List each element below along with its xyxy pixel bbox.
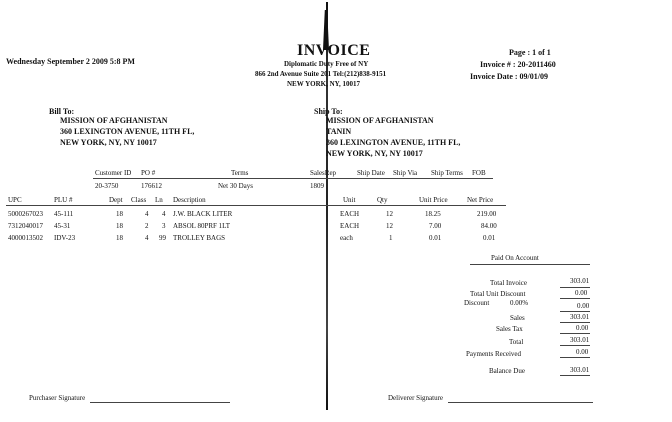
ship-to-line1: MISSION OF AFGHANISTAN xyxy=(326,116,434,125)
salesrep-value: 1809 xyxy=(310,182,324,190)
col-dept: Dept xyxy=(109,196,123,204)
po-value: 176612 xyxy=(141,182,162,190)
cell-qty: 12 xyxy=(386,222,393,230)
cell-upc: 7312040017 xyxy=(8,222,43,230)
customer-id-label: Customer ID xyxy=(95,169,132,177)
company-address: 866 2nd Avenue Suite 201 Tel:(212)838-9151 xyxy=(255,70,387,78)
cell-description: J.W. BLACK LITER xyxy=(173,210,233,218)
cell-dept: 18 xyxy=(116,222,123,230)
cell-upc: 4000013502 xyxy=(8,234,43,242)
col-class: Class xyxy=(131,196,147,204)
company-city: NEW YORK, NY, 10017 xyxy=(287,80,361,88)
cell-dept: 18 xyxy=(116,234,123,242)
col-description: Description xyxy=(173,196,206,204)
cell-description: TROLLEY BAGS xyxy=(173,234,226,242)
ship-date-label: Ship Date xyxy=(357,169,385,177)
cell-qty: 1 xyxy=(389,234,393,242)
cell-unit: EACH xyxy=(340,222,360,230)
total-label: Total xyxy=(509,338,524,346)
bill-to-line2: 360 LEXINGTON AVENUE, 11TH FL, xyxy=(60,127,195,136)
cell-qty: 12 xyxy=(386,210,393,218)
purchaser-signature-label: Purchaser Signature xyxy=(29,394,86,402)
total-unit-discount-label: Total Unit Discount xyxy=(470,290,526,298)
ship-to-label: Ship To: xyxy=(314,107,343,116)
col-qty: Qty xyxy=(377,196,388,204)
table-header-divider xyxy=(6,205,506,206)
sales-value: 303.01 xyxy=(570,313,590,321)
cell-description: ABSOL 80PRF 1LT xyxy=(173,222,231,230)
invoice-title: INVOICE xyxy=(297,42,371,59)
print-datetime: Wednesday September 2 2009 5:8 PM xyxy=(6,57,135,66)
ship-to-line4: NEW YORK, NY, NY 10017 xyxy=(326,149,423,158)
balance-due-value: 303.01 xyxy=(570,366,590,374)
cell-ln: 4 xyxy=(162,210,166,218)
discount-value: 0.00 xyxy=(577,302,590,310)
total-unit-discount-value: 0.00 xyxy=(575,289,588,297)
cell-unit: EACH xyxy=(340,210,360,218)
deliverer-signature-label: Deliverer Signature xyxy=(388,394,444,402)
bill-to-line3: NEW YORK, NY, NY 10017 xyxy=(60,138,157,147)
ship-to-line3: 360 LEXINGTON AVENUE, 11TH FL, xyxy=(326,138,461,147)
cell-net-price: 0.01 xyxy=(483,234,496,242)
cell-dept: 18 xyxy=(116,210,123,218)
paid-divider xyxy=(470,264,590,265)
sales-tax-label: Sales Tax xyxy=(496,325,523,333)
cell-unit-price: 7.00 xyxy=(429,222,442,230)
deliverer-signature-line xyxy=(448,402,593,403)
total-invoice-value: 303.01 xyxy=(570,277,590,285)
cell-plu: 45-31 xyxy=(54,222,71,230)
company-name: Diplomatic Duty Free of NY xyxy=(284,60,369,68)
cell-unit-price: 0.01 xyxy=(429,234,442,242)
bill-to-line1: MISSION OF AFGHANISTAN xyxy=(60,116,168,125)
cell-ln: 99 xyxy=(159,234,166,242)
payments-received-label: Payments Received xyxy=(466,350,522,358)
discount-label: Discount xyxy=(464,299,490,307)
bill-to-label: Bill To: xyxy=(49,107,75,116)
cell-plu: 45-111 xyxy=(54,210,74,218)
col-plu: PLU # xyxy=(54,196,73,204)
cell-unit: each xyxy=(340,234,353,242)
col-upc: UPC xyxy=(8,196,22,204)
purchaser-signature-line xyxy=(90,402,230,403)
terms-label: Terms xyxy=(231,169,249,177)
order-divider xyxy=(93,178,493,179)
ship-via-label: Ship Via xyxy=(393,169,418,177)
payments-received-value: 0.00 xyxy=(576,348,589,356)
po-label: PO # xyxy=(141,169,156,177)
terms-value: Net 30 Days xyxy=(218,182,253,190)
salesrep-label: SalesRep xyxy=(310,169,337,177)
col-unit-price: Unit Price xyxy=(419,196,448,204)
page-number: Page : 1 of 1 xyxy=(509,48,551,57)
total-invoice-label: Total Invoice xyxy=(490,279,528,287)
cell-ln: 3 xyxy=(162,222,166,230)
cell-class: 4 xyxy=(145,210,149,218)
balance-due-label: Balance Due xyxy=(489,367,525,375)
invoice-number: Invoice # : 20-2011460 xyxy=(480,60,556,69)
fob-label: FOB xyxy=(472,169,486,177)
cell-class: 4 xyxy=(145,234,149,242)
cell-net-price: 84.00 xyxy=(481,222,497,230)
cell-unit-price: 18.25 xyxy=(425,210,441,218)
col-net-price: Net Price xyxy=(467,196,494,204)
cell-upc: 5000267023 xyxy=(8,210,43,218)
col-unit: Unit xyxy=(343,196,356,204)
invoice-date: Invoice Date : 09/01/09 xyxy=(470,72,548,81)
cell-net-price: 219.00 xyxy=(477,210,497,218)
sales-tax-value: 0.00 xyxy=(576,324,589,332)
total-value: 303.01 xyxy=(570,336,590,344)
sales-label: Sales xyxy=(510,314,525,322)
discount-percent: 0.00% xyxy=(510,299,529,307)
col-ln: Ln xyxy=(155,196,163,204)
cell-class: 2 xyxy=(145,222,149,230)
paid-on-account-label: Paid On Account xyxy=(491,254,539,262)
cell-plu: IDV-23 xyxy=(54,234,76,242)
customer-id-value: 20-3750 xyxy=(95,182,119,190)
ship-terms-label: Ship Terms xyxy=(431,169,463,177)
ship-to-line2: TANIN xyxy=(326,127,352,136)
